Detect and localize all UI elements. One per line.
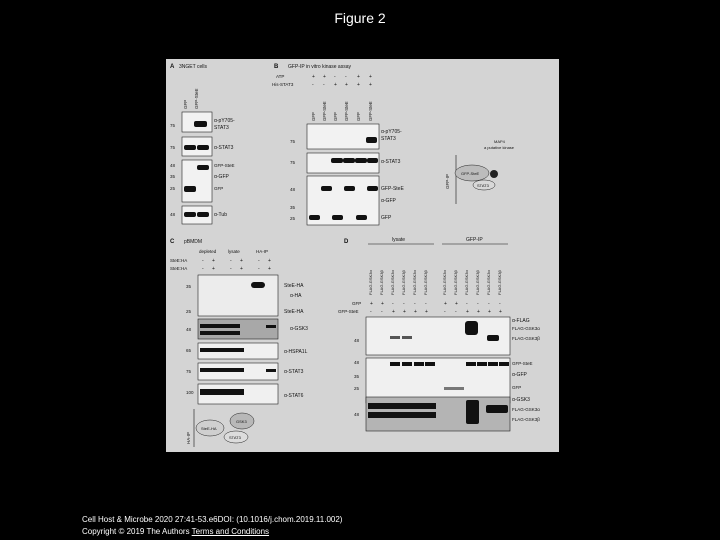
label-b: α-STAT3 <box>381 159 401 165</box>
label-d: α-GSK3 <box>512 397 530 403</box>
mw-d: 25 <box>354 386 360 391</box>
panel-d-lane: FLAG-GSK3α <box>368 270 373 295</box>
label-c: α-GSK3 <box>290 326 308 332</box>
band <box>200 348 244 352</box>
sign: + <box>414 309 417 315</box>
panel-a-label: A <box>170 64 175 70</box>
panel-a-title: 3NGET cells <box>179 64 207 70</box>
diagram-b-note-2: a putative kinase <box>484 145 515 150</box>
label-a-5: α-GFP <box>214 174 229 180</box>
label-b: GFP-SteE <box>381 186 404 192</box>
band <box>368 403 436 409</box>
panel-b-lane: GFP-SteE <box>322 101 327 121</box>
band <box>414 362 424 366</box>
panel-d-row-1: GFP <box>352 301 362 306</box>
label-a-3: α-STAT3 <box>214 145 234 151</box>
label-b: α-GFP <box>381 198 396 204</box>
sign: + <box>381 301 384 307</box>
sign: - <box>202 266 204 272</box>
band <box>251 282 265 288</box>
band <box>488 362 498 366</box>
label-b: GFP <box>381 215 392 221</box>
sign: - <box>414 301 416 307</box>
band <box>390 362 400 366</box>
mw-a-2: 75 <box>170 145 176 150</box>
panel-b-lane: GFP <box>333 112 338 121</box>
band <box>366 137 377 143</box>
sign: - <box>370 309 372 315</box>
panel-b-lane: GFP <box>311 112 316 121</box>
band <box>200 324 240 328</box>
panel-b-label: B <box>274 64 279 70</box>
band <box>356 215 367 220</box>
mw-b: 75 <box>290 160 296 165</box>
sign: - <box>230 266 232 272</box>
panel-c-row-2: SteE:HA <box>170 266 188 271</box>
sign: + <box>345 82 348 88</box>
label-d: FLAG-GSK3α <box>512 407 540 412</box>
panel-a-lane-2: GFP-SteE <box>194 88 199 109</box>
sign: - <box>323 82 325 88</box>
blot-b-2 <box>307 153 379 173</box>
mw-d: 48 <box>354 412 360 417</box>
label-c: α-HSPA1L <box>284 349 308 355</box>
panel-b-lane: GFP <box>356 112 361 121</box>
panel-c-label: C <box>170 239 175 245</box>
mw-b: 25 <box>290 216 296 221</box>
band <box>355 158 367 163</box>
mw-c: 75 <box>186 369 192 374</box>
mw-d: 48 <box>354 360 360 365</box>
sign: - <box>258 258 260 264</box>
mw-b: 75 <box>290 139 296 144</box>
sign: - <box>230 258 232 264</box>
sign: + <box>357 82 360 88</box>
label-b: α-pY705- <box>381 129 402 135</box>
panel-d-lane: FLAG-GSK3α <box>412 270 417 295</box>
sign: - <box>499 301 501 307</box>
band <box>200 389 244 395</box>
label-c: α-HA <box>290 293 302 299</box>
panel-d-row-2: GFP-SteE <box>338 309 359 314</box>
band <box>487 335 499 341</box>
label-d: GFP-SteE <box>512 361 533 366</box>
label-c: SteE-HA <box>284 309 304 315</box>
label-c: SteE-HA <box>284 283 304 289</box>
label-c: α-STAT3 <box>284 369 304 375</box>
band <box>197 212 209 217</box>
sign: + <box>403 309 406 315</box>
sign: + <box>369 74 372 80</box>
label-a-4: GFP-SteE <box>214 163 235 168</box>
panel-d <box>338 237 540 431</box>
label-a-6: GFP <box>214 186 224 191</box>
band <box>266 369 276 372</box>
diagram-c-a-label: SteE-HA <box>201 426 217 431</box>
label-d: α-GFP <box>512 372 527 378</box>
band <box>390 336 400 339</box>
blot-c-1 <box>198 275 278 316</box>
figure-image <box>166 59 559 452</box>
sign: - <box>488 301 490 307</box>
panel-d-lane: FLAG-GSK3β <box>453 270 458 295</box>
mw-b: 48 <box>290 187 296 192</box>
sign: - <box>466 301 468 307</box>
sign: - <box>477 301 479 307</box>
band <box>402 362 412 366</box>
panel-c <box>170 239 308 447</box>
panel-c-group-2: lysate <box>228 249 240 254</box>
sign: + <box>240 266 243 272</box>
label-d: FLAG-GSK3β <box>512 336 540 341</box>
band <box>367 158 378 163</box>
band <box>344 186 355 191</box>
mw-c: 48 <box>186 327 192 332</box>
diagram-b-note-1: MAP4 <box>494 139 505 144</box>
sign: + <box>240 258 243 264</box>
copyright: Copyright © 2019 The Authors <box>82 527 190 536</box>
label-a-1: α-pY705- <box>214 118 235 124</box>
band <box>200 368 244 372</box>
panel-b <box>272 64 515 225</box>
sign: + <box>357 74 360 80</box>
panel-b-diagram <box>445 139 515 204</box>
citation: Cell Host & Microbe 2020 27:41-53.e6DOI: (10.1016/j.chom.2019.11.002) <box>82 515 343 524</box>
mw-a-1: 75 <box>170 123 176 128</box>
band <box>465 321 478 335</box>
diagram-b-side: GFP-IP <box>445 173 450 189</box>
mw-b: 35 <box>290 205 296 210</box>
label-d: α-FLAG <box>512 318 530 324</box>
sign: - <box>455 309 457 315</box>
sign: - <box>425 301 427 307</box>
label-b: STAT3 <box>381 136 396 142</box>
mw-c: 100 <box>186 390 194 395</box>
panel-d-lane: FLAG-GSK3α <box>464 270 469 295</box>
mw-a-6: 48 <box>170 212 176 217</box>
band <box>499 362 509 366</box>
band <box>184 212 196 217</box>
label-d: GFP <box>512 385 522 390</box>
terms-link[interactable]: Terms and Conditions <box>191 527 270 536</box>
sign: + <box>268 266 271 272</box>
sign: + <box>312 74 315 80</box>
sign: + <box>444 301 447 307</box>
panel-a-lane-1: GFP <box>183 99 188 109</box>
panel-d-lane: FLAG-GSK3α <box>442 270 447 295</box>
footer <box>82 514 342 538</box>
band <box>477 362 487 366</box>
sign: + <box>212 266 215 272</box>
sign: - <box>392 301 394 307</box>
mw-a-5: 25 <box>170 186 176 191</box>
band <box>425 362 435 366</box>
blot-c-2 <box>198 319 278 339</box>
panel-d-lane: FLAG-GSK3β <box>475 270 480 295</box>
band <box>200 331 240 335</box>
sign: - <box>444 309 446 315</box>
band <box>332 215 343 220</box>
mw-c: 25 <box>186 309 192 314</box>
band <box>197 165 209 170</box>
sign: - <box>334 74 336 80</box>
mw-c: 35 <box>186 284 192 289</box>
sign: + <box>334 82 337 88</box>
sign: + <box>488 309 491 315</box>
band <box>309 215 320 220</box>
sign: + <box>466 309 469 315</box>
panel-d-lane: FLAG-GSK3β <box>379 270 384 295</box>
label-a-7: α-Tub <box>214 212 227 218</box>
band <box>184 145 196 150</box>
panel-c-title: pBMDM <box>184 239 203 245</box>
sign: + <box>425 309 428 315</box>
sign: + <box>370 301 373 307</box>
mw-a-4: 35 <box>170 174 176 179</box>
sign: + <box>499 309 502 315</box>
band <box>197 145 209 150</box>
sign: + <box>369 82 372 88</box>
panel-d-label: D <box>344 239 349 245</box>
mw-d: 48 <box>354 338 360 343</box>
band <box>321 186 332 191</box>
panel-c-group-3: HA-IP <box>256 249 269 254</box>
panel-b-title: GFP-IP in vitro kinase assay <box>288 64 351 70</box>
panel-b-row-2: His-STAT3 <box>272 82 294 87</box>
figure-svg <box>166 59 559 452</box>
panel-c-diagram <box>186 409 254 447</box>
mw-d: 35 <box>354 374 360 379</box>
sign: - <box>312 82 314 88</box>
panel-d-group-2: GFP-IP <box>466 237 483 243</box>
band <box>367 186 378 191</box>
label-d: FLAG-GSK3β <box>512 417 540 422</box>
panel-d-lane: FLAG-GSK3β <box>401 270 406 295</box>
copyright-line <box>82 526 342 538</box>
diagram-c-c-label: STAT3 <box>229 435 241 440</box>
band <box>444 387 464 390</box>
panel-c-row-1: SteE:HA <box>170 258 188 263</box>
panel-b-lane: GFP-SteE <box>344 101 349 121</box>
label-c: α-STAT6 <box>284 393 304 399</box>
band <box>266 325 276 328</box>
panel-d-group-1: lysate <box>392 237 406 243</box>
diagram-b-bead-label: GFP-SteE <box>461 171 480 176</box>
sign: + <box>455 301 458 307</box>
blot-b-1 <box>307 124 379 149</box>
sign: - <box>403 301 405 307</box>
slide-title: Figure 2 <box>334 10 386 26</box>
sign: - <box>202 258 204 264</box>
band <box>184 186 196 192</box>
panel-d-lane: FLAG-GSK3β <box>423 270 428 295</box>
band <box>466 362 476 366</box>
band <box>343 158 355 163</box>
label-a-2: STAT3 <box>214 125 229 131</box>
band <box>368 412 436 418</box>
sign: - <box>345 74 347 80</box>
panel-d-lane: FLAG-GSK3α <box>390 270 395 295</box>
band <box>331 158 343 163</box>
band <box>194 121 207 127</box>
panel-c-group-1: depleted <box>199 249 217 254</box>
sign: + <box>323 74 326 80</box>
mw-a-3: 48 <box>170 163 176 168</box>
panel-b-row-1: ATP <box>276 74 285 79</box>
sign: - <box>381 309 383 315</box>
label-d: FLAG-GSK3α <box>512 326 540 331</box>
panel-d-lane: FLAG-GSK3α <box>486 270 491 295</box>
sign: + <box>392 309 395 315</box>
sign: + <box>212 258 215 264</box>
sign: - <box>258 266 260 272</box>
panel-d-lane: FLAG-GSK3β <box>497 270 502 295</box>
panel-a <box>170 64 235 224</box>
sign: + <box>268 258 271 264</box>
panel-b-lane: GFP-SteE <box>368 101 373 121</box>
sign: + <box>477 309 480 315</box>
mw-c: 65 <box>186 348 192 353</box>
diagram-c-side: HA-IP <box>186 431 191 444</box>
band <box>486 405 508 413</box>
band <box>466 400 479 424</box>
diagram-c-b-label: GSK3 <box>236 419 247 424</box>
diagram-b-target-label: STAT3 <box>477 183 489 188</box>
diagram-b-dot <box>490 170 498 178</box>
band <box>402 336 412 339</box>
